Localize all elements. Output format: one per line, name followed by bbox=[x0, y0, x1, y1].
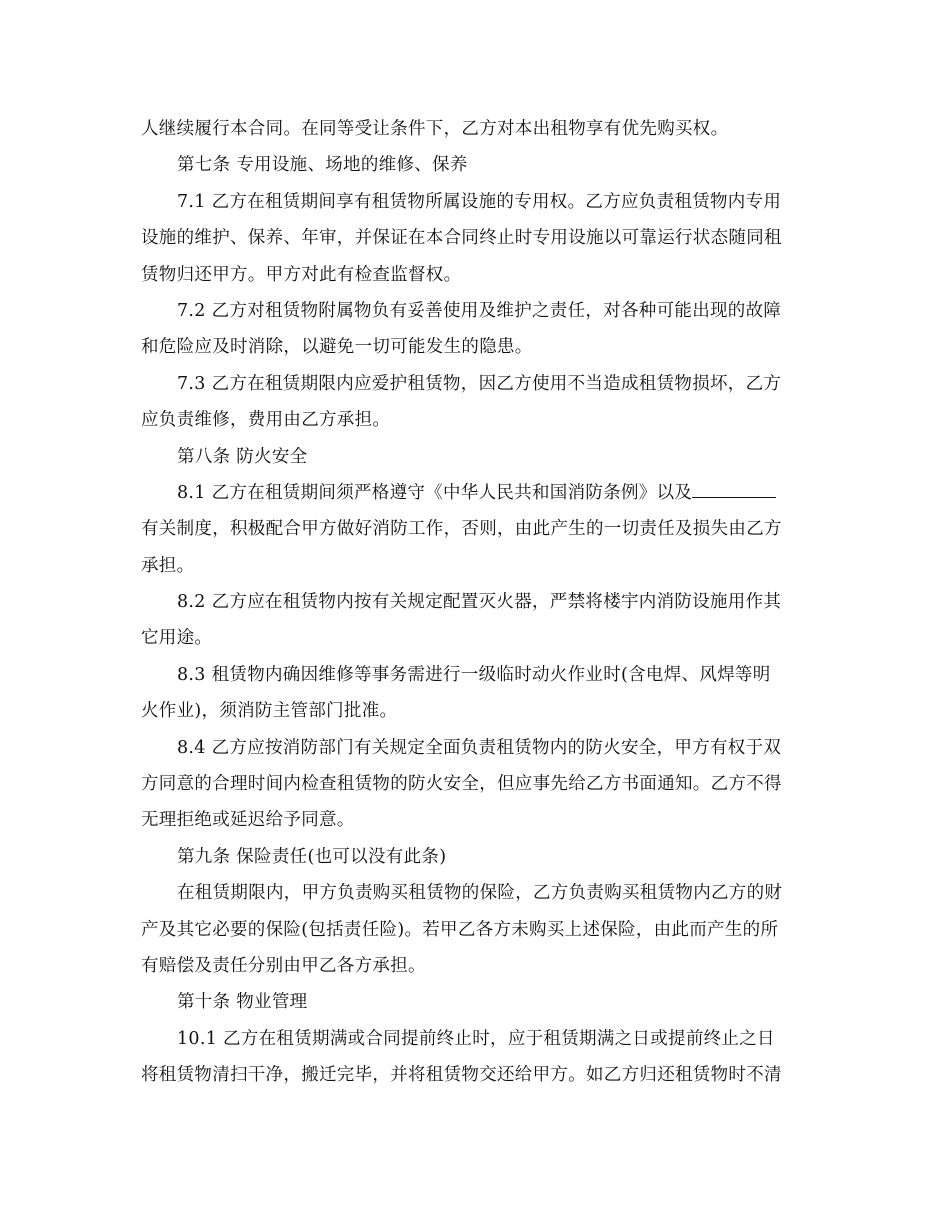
paragraph-line: 将租赁物清扫干净，搬迁完毕，并将租赁物交还给甲方。如乙方归还租赁物时不清 bbox=[141, 1065, 782, 1086]
paragraph-line: 承担。 bbox=[141, 555, 195, 576]
paragraph-line-text: 8.1 乙方在租赁期间须严格遵守《中华人民共和国消防条例》以及 bbox=[177, 482, 693, 503]
section-heading-article-10: 第十条 物业管理 bbox=[177, 992, 308, 1013]
paragraph-line: 它用途。 bbox=[141, 628, 213, 649]
section-heading-article-7: 第七条 专用设施、场地的维修、保养 bbox=[177, 155, 468, 176]
document-body bbox=[141, 111, 813, 1094]
paragraph-line: 7.2 乙方对租赁物附属物负有妥善使用及维护之责任，对各种可能出现的故障 bbox=[177, 300, 782, 321]
section-heading-article-9: 第九条 保险责任(也可以没有此条) bbox=[177, 846, 447, 867]
paragraph-line: 设施的维护、保养、年审，并保证在本合同终止时专用设施以可靠运行状态随同租 bbox=[141, 228, 782, 249]
paragraph-line: 8.4 乙方应按消防部门有关规定全面负责租赁物内的防火安全，甲方有权于双 bbox=[177, 737, 782, 758]
paragraph-line-with-blank bbox=[141, 475, 813, 511]
paragraph-line: 7.1 乙方在租赁期间享有租赁物所属设施的专用权。乙方应负责租赁物内专用 bbox=[177, 191, 782, 212]
paragraph-line: 和危险应及时消除，以避免一切可能发生的隐患。 bbox=[141, 337, 533, 358]
paragraph-line: 无理拒绝或延迟给予同意。 bbox=[141, 810, 355, 831]
paragraph-line: 8.3 租赁物内确因维修等事务需进行一级临时动火作业时(含电焊、风焊等明 bbox=[177, 664, 771, 685]
paragraph-line: 有赔偿及责任分别由甲乙各方承担。 bbox=[141, 955, 426, 976]
paragraph-line: 7.3 乙方在租赁期限内应爱护租赁物，因乙方使用不当造成租赁物损坏，乙方 bbox=[177, 373, 782, 394]
paragraph-line: 人继续履行本合同。在同等受让条件下，乙方对本出租物享有优先购买权。 bbox=[141, 119, 729, 139]
fill-in-blank bbox=[692, 483, 776, 498]
paragraph-line: 8.2 乙方应在租赁物内按有关规定配置灭火器，严禁将楼宇内消防设施用作其 bbox=[177, 592, 782, 613]
paragraph-line: 有关制度，积极配合甲方做好消防工作，否则，由此产生的一切责任及损失由乙方 bbox=[141, 519, 782, 540]
paragraph-line: 赁物归还甲方。甲方对此有检查监督权。 bbox=[141, 264, 462, 285]
paragraph-line: 在租赁期限内，甲方负责购买租赁物的保险，乙方负责购买租赁物内乙方的财 bbox=[177, 883, 783, 904]
paragraph-line: 火作业)，须消防主管部门批准。 bbox=[141, 701, 398, 722]
section-heading-article-8: 第八条 防火安全 bbox=[177, 446, 308, 467]
paragraph-line: 应负责维修，费用由乙方承担。 bbox=[141, 410, 391, 431]
paragraph-line: 10.1 乙方在租赁期满或合同提前终止时，应于租赁期满之日或提前终止之日 bbox=[177, 1028, 775, 1049]
paragraph-line: 方同意的合理时间内检查租赁物的防火安全，但应事先给乙方书面通知。乙方不得 bbox=[141, 774, 782, 795]
paragraph-line: 产及其它必要的保险(包括责任险)。若甲乙各方未购买上述保险，由此而产生的所 bbox=[141, 919, 779, 940]
